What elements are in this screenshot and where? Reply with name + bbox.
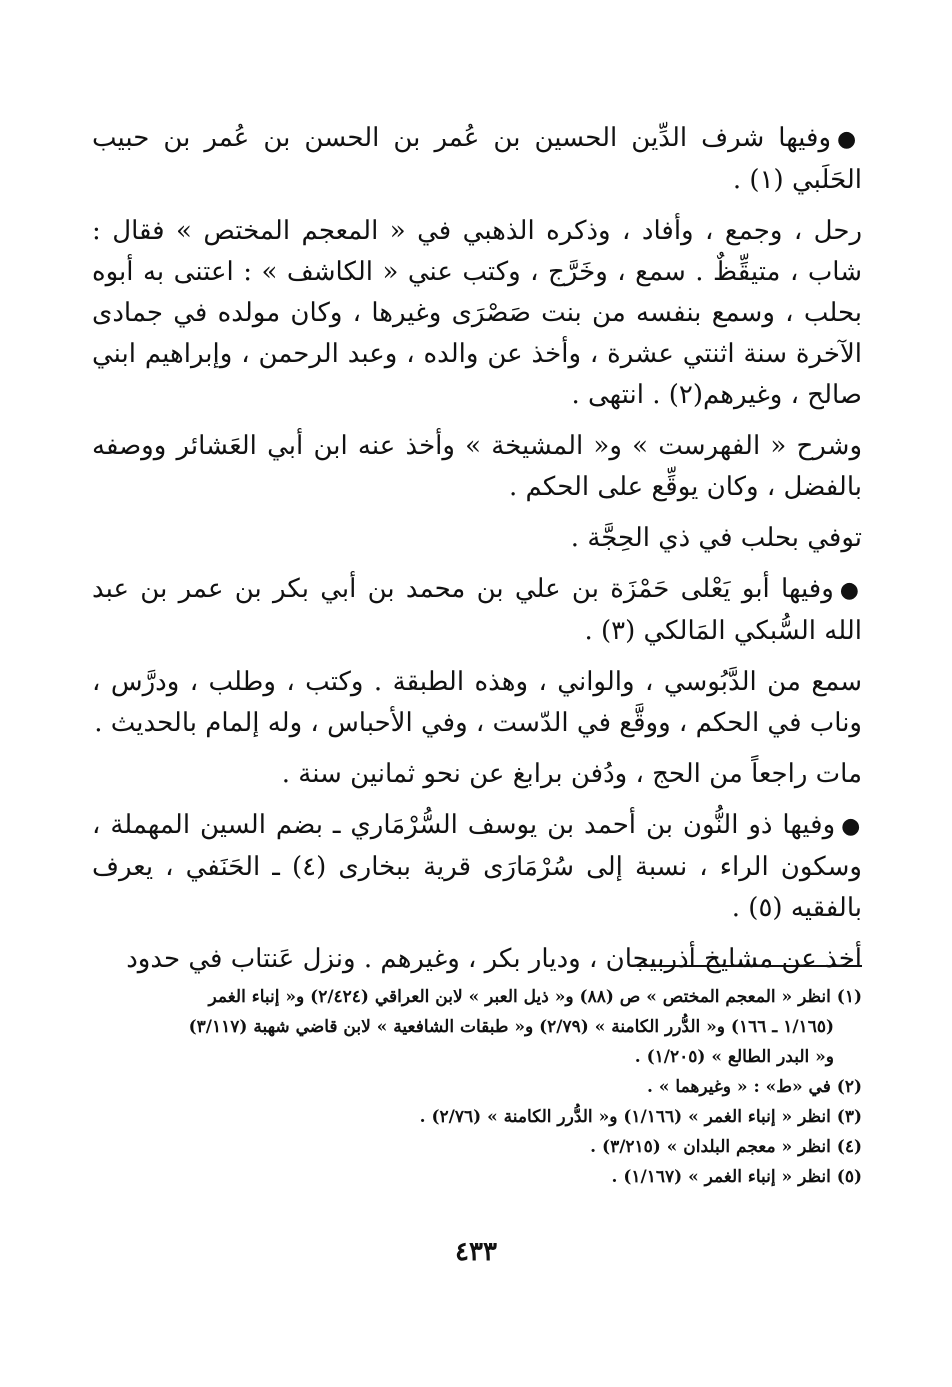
- paragraph: [92, 939, 862, 980]
- footnote-line: (١) انظر « المعجم المختص » ص (٨٨) و« ذيل العبر » لابن العراقي (٢/٤٢٤) و« إنباء الغمر: [208, 987, 862, 1007]
- paragraph-text: وشرح « الفهرست » و« المشيخة » وأخذ عنه ابن أبي العَشائر ووصفه بالفضل ، وكان يوقِّع على الحكم .: [92, 431, 862, 502]
- paragraph-text: وفيها ذو النُّون بن أحمد بن يوسف السُّرْمَاري ـ بضم السين المهملة ، وسكون الراء ، نسبة إلى سُرْمَارَى قرية ببخارى (٤) ـ الحَنَفي ، يعرف بالفقيه (٥) .: [92, 810, 862, 923]
- paragraph-text: وفيها شرف الدِّين الحسين بن عُمر بن الحسن بن عُمر بن حبيب الحَلَبي (١) .: [92, 123, 862, 195]
- footnote-line: و« البدر الطالع » (١/٢٠٥) .: [634, 1047, 834, 1067]
- paragraph: [92, 426, 862, 508]
- paragraph-text: وفيها أبو يَعْلى حَمْزَة بن علي بن محمد بن أبي بكر بن عمر بن عبد الله السُّبكي المَالكي (٣) .: [92, 574, 862, 646]
- paragraph: [92, 211, 862, 416]
- main-text: [92, 118, 862, 990]
- paragraph-text: رحل ، وجمع ، وأفاد ، وذكره الذهبي في « المعجم المختص » فقال : شاب ، متيقِّظٌ . سمع ، وخَرَّج ، وكتب عني « الكاشف » : اعتنى به أبوه بحلب ، وسمع بنفسه من بنت صَصْرَى وغيرها ، وكان مولده في جمادى الآخرة سنة اثنتي عشرة ، وأخذ عن والده ، وعبد الرحمن ، وإبراهيم ابني صالح ، وغيرهم(٢) . انتهى .: [92, 216, 863, 410]
- footnote-line: (٢) في «ط» : « وغيرهما » .: [647, 1077, 862, 1097]
- footnote-line: (١/١٦٥ ـ ١٦٦) و« الدُّرر الكامنة » (٢/٧٩) و« طبقات الشافعية » لابن قاضي شهبة (٣/١١٧): [188, 1017, 834, 1037]
- footnote-line: (٣) انظر « إنباء الغمر » (١/١٦٦) و« الدُّرر الكامنة » (٢/٧٦) .: [419, 1107, 862, 1127]
- paragraph: [92, 518, 862, 559]
- paragraph: [92, 118, 862, 201]
- bullet-icon: ●: [837, 127, 862, 152]
- page-number: ٤٣٣: [455, 1237, 497, 1267]
- paragraph-text: توفي بحلب في ذي الحِجَّة .: [570, 523, 862, 553]
- paragraph: [92, 754, 862, 795]
- footnote-separator: [637, 965, 862, 967]
- paragraph-text: سمع من الدَّبُوسي ، والواني ، وهذه الطبقة . وكتب ، وطلب ، ودرَّس ، وناب في الحكم ، ووقَّع في الدّست ، وفي الأحباس ، وله إلمام بالحديث .: [92, 667, 862, 738]
- footnote-line: (٥) انظر « إنباء الغمر » (١/١٦٧) .: [611, 1167, 862, 1187]
- footnote-line: (٤) انظر « معجم البلدان » (٣/٢١٥) .: [590, 1137, 862, 1157]
- paragraph-text: أخذ عن مشايخ أذربيجان ، وديار بكر ، وغيرهم . ونزل عَنتاب في حدود: [126, 944, 862, 974]
- bullet-icon: ●: [841, 814, 862, 839]
- paragraph: [92, 569, 862, 652]
- bullet-icon: ●: [839, 578, 862, 603]
- paragraph: [92, 805, 862, 929]
- paragraph-text: مات راجعاً من الحج ، ودُفن برابغ عن نحو ثمانين سنة .: [281, 759, 862, 789]
- footnotes: [92, 982, 862, 1192]
- paragraph: [92, 662, 862, 744]
